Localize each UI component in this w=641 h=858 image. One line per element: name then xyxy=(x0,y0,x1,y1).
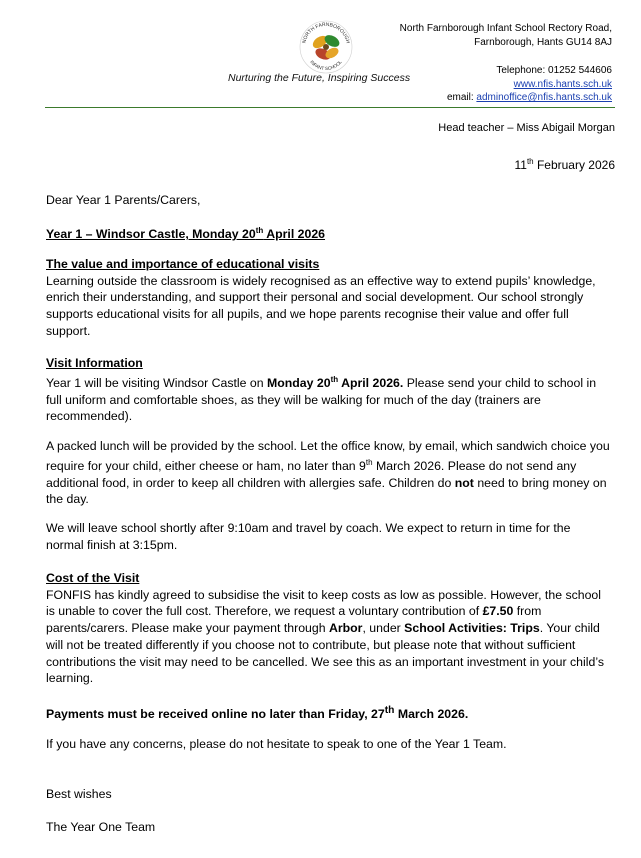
section-body: Learning outside the classroom is widely recognised as an effective way to extend pupils’ knowledge, enrich their understanding, and support their personal and social development. Our school strongly supports educational visits for all pupils, and we hope parents recognise their value and offer full support. xyxy=(46,273,596,338)
headteacher: Head teacher – Miss Abigail Morgan xyxy=(438,122,615,134)
visit-paragraph-2: A packed lunch will be provided by the school. Let the office know, by email, which sandwich choice you require for your child, either cheese or ham, no later than 9th March 2026. Please do not send any additional food, in order to keep all children with allergies safe. Children do not need to bring money on the day. xyxy=(46,439,610,507)
school-address-line2: Farnborough, Hants GU14 8AJ xyxy=(474,37,612,48)
school-website-link[interactable]: www.nfis.hants.sch.uk xyxy=(513,79,612,90)
school-address-line1: North Farnborough Infant School Rectory Road, xyxy=(399,23,612,34)
sign-off: Best wishes xyxy=(46,787,112,801)
section-cost xyxy=(46,570,611,687)
salutation: Dear Year 1 Parents/Carers, xyxy=(46,193,201,207)
section-heading: The value and importance of educational visits xyxy=(46,257,320,271)
logo-ring-top: NORTH FARNBOROUGH xyxy=(301,21,351,44)
section-heading: Visit Information xyxy=(46,356,143,370)
letter-title: Year 1 – Windsor Castle, Monday 20th April 2026 xyxy=(46,226,326,242)
school-email-link[interactable]: adminoffice@nfis.hants.sch.uk xyxy=(476,92,612,103)
school-telephone: Telephone: 01252 544606 xyxy=(496,65,612,76)
signature: The Year One Team xyxy=(46,820,156,834)
email-label: email: xyxy=(446,92,474,103)
cost-paragraph: FONFIS has kindly agreed to subsidise the visit to keep costs as low as possible. However, the school is unable to cover the full cost. Therefore, we request a voluntary contribution of £7.50 from parents/carers. Please make your payment through Arbor, under School Activities: Trips. Your child will not be treated differently if you choose not to contribute, but please note that without sufficient contributions the visit may need to be cancelled. We see this as an important investment in your child’s learning. xyxy=(46,587,604,686)
section-heading: Cost of the Visit xyxy=(46,571,140,585)
visit-paragraph-3: We will leave school shortly after 9:10am and travel by coach. We expect to return in time for the normal finish at 3:15pm. xyxy=(46,521,571,552)
section-educational-visits xyxy=(46,256,611,340)
section-visit-information xyxy=(46,355,611,425)
school-logo xyxy=(297,16,355,78)
school-email-row xyxy=(447,91,612,105)
header-divider xyxy=(45,107,615,108)
logo-ring-bottom: INFANT SCHOOL xyxy=(309,59,343,72)
payment-deadline: Payments must be received online no later than Friday, 27th March 2026. xyxy=(46,705,469,722)
school-website-row xyxy=(514,78,612,92)
svg-text:INFANT SCHOOL xyxy=(309,59,343,71)
visit-paragraph-1: Year 1 will be visiting Windsor Castle on Monday 20th April 2026. Please send your child to school in full uniform and comfortable shoes, as they will be walking for much of the day (trainers are recommended). xyxy=(46,374,597,424)
concerns-paragraph: If you have any concerns, please do not hesitate to speak to one of the Year 1 Team. xyxy=(46,737,507,751)
letter-date: 11th February 2026 xyxy=(514,157,615,172)
school-tagline: Nurturing the Future, Inspiring Success xyxy=(228,72,411,84)
